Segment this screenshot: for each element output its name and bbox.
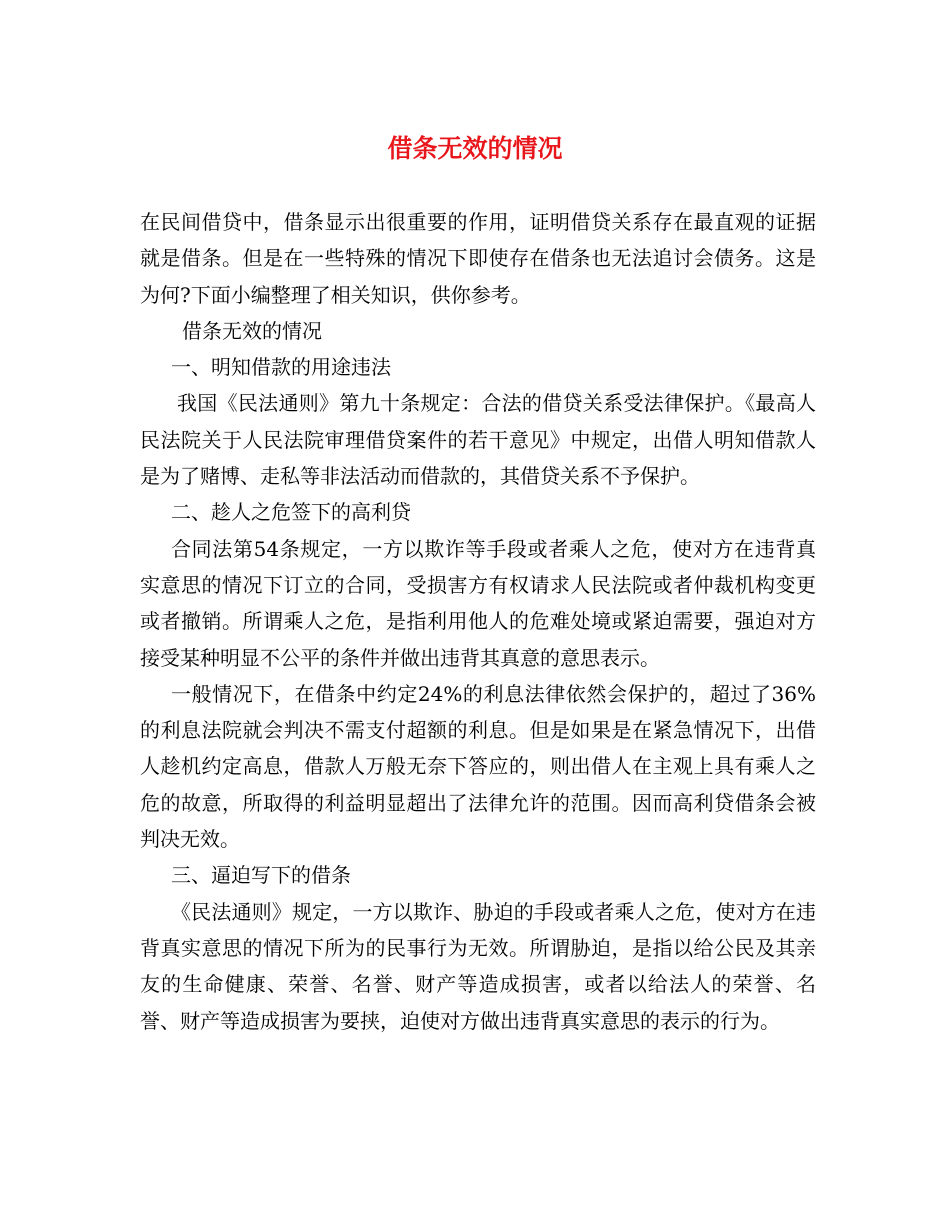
- section-heading: 借条无效的情况: [182, 318, 322, 343]
- intro-paragraph: 在民间借贷中，借条显示出很重要的作用，证明借贷关系存在最直观的证据就是借条。但是在一些特殊的情况下即使存在借条也无法追讨会债务。这是为何?下面小编整理了相关知识，供你参考。: [140, 210, 816, 307]
- body-paragraph-1: 我国《民法通则》第九十条规定：合法的借贷关系受法律保护。《最高人民法院关于人民法院审理借贷案件的若干意见》中规定，出借人明知借款人是为了赌博、走私等非法活动而借款的，其借贷关系不予保护。: [140, 391, 816, 489]
- document-body: [140, 204, 816, 1039]
- subheading-2: 二、趁人之危签下的高利贷: [171, 500, 411, 525]
- document-title: 借条无效的情况: [387, 134, 563, 163]
- subheading-1: 一、明知借款的用途违法: [171, 355, 391, 380]
- body-paragraph-4: 《民法通则》规定，一方以欺诈、胁迫的手段或者乘人之危，使对方在违背真实意思的情况下所为的民事行为无效。所谓胁迫，是指以给公民及其亲友的生命健康、荣誉、名誉、财产等造成损害，或者以给法人的荣誉、名誉、财产等造成损害为要挟，迫使对方做出违背真实意思的表示的行为。: [140, 899, 816, 1033]
- subheading-3: 三、逼迫写下的借条: [171, 863, 351, 888]
- body-paragraph-3: 一般情况下，在借条中约定24%的利息法律依然会保护的，超过了36%的利息法院就会判决不需支付超额的利息。但是如果是在紧急情况下，出借人趁机约定高息，借款人万般无奈下答应的，则出借人在主观上具有乘人之危的故意，所取得的利益明显超出了法律允许的范围。因而高利贷借条会被判决无效。: [140, 681, 816, 852]
- body-paragraph-2: 合同法第54条规定，一方以欺诈等手段或者乘人之危，使对方在违背真实意思的情况下订立的合同，受损害方有权请求人民法院或者仲裁机构变更或者撤销。所谓乘人之危，是指利用他人的危难处境或紧迫需要，强迫对方接受某种明显不公平的条件并做出违背其真意的意思表示。: [140, 536, 816, 670]
